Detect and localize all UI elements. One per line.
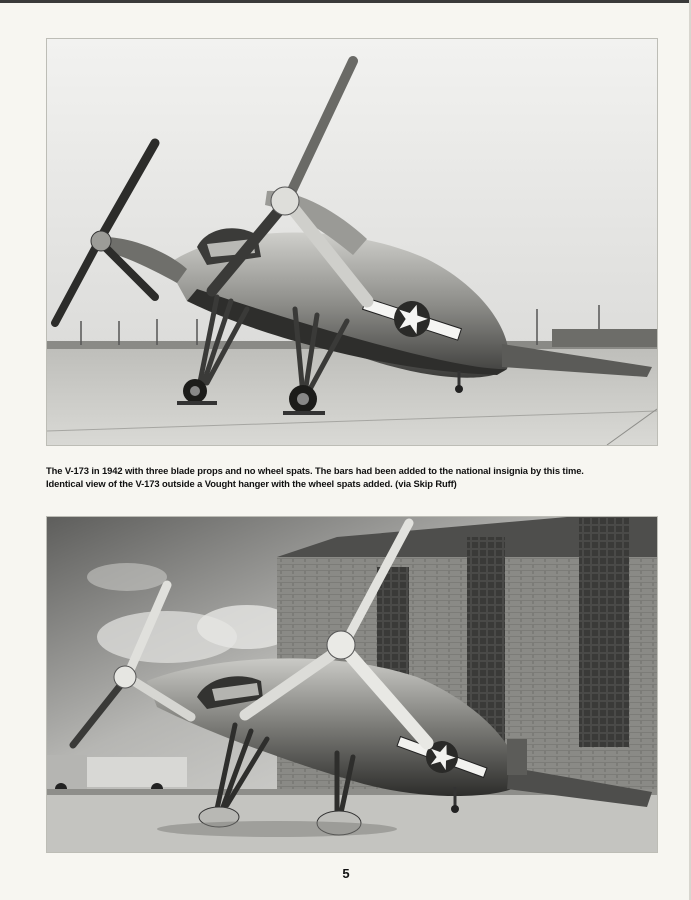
caption-line-2: Identical view of the V-173 outside a Vought hanger with the wheel spats added. (via Skip Ruff) bbox=[46, 478, 457, 489]
page-number: 5 bbox=[342, 866, 350, 881]
page-edge bbox=[0, 0, 691, 3]
photo-v173-vought-hangar bbox=[46, 516, 658, 853]
photo-v173-1942-airfield bbox=[46, 38, 658, 446]
photo-caption bbox=[46, 464, 658, 490]
caption-line-1: The V-173 in 1942 with three blade props and no wheel spats. The bars had been added to the national insignia by this time. bbox=[46, 465, 584, 476]
aircraft-photo-top bbox=[47, 39, 657, 445]
aircraft-photo-bottom bbox=[47, 517, 657, 852]
